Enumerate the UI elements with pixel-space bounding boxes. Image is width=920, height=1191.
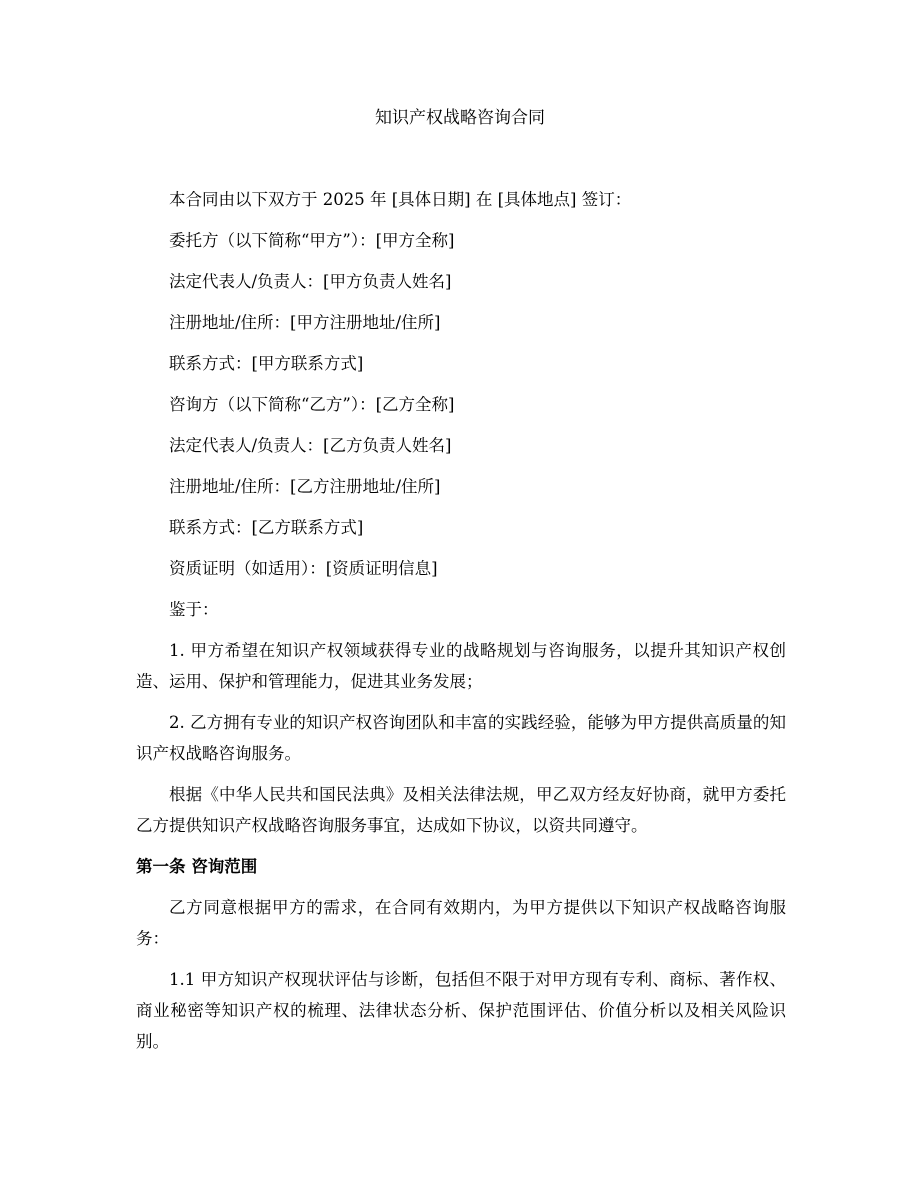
- party-b-address: 注册地址/住所：[乙方注册地址/住所]: [169, 477, 441, 496]
- party-a-address: 注册地址/住所：[甲方注册地址/住所]: [169, 313, 441, 332]
- intro-paragraph: 本合同由以下双方于 2025 年 [具体日期] 在 [具体地点] 签订：: [169, 190, 632, 209]
- article-1-item-1-1: 1.1 甲方知识产权现状评估与诊断，包括但不限于对甲方现有专利、商标、著作权、商业秘密等知识产权的梳理、法律状态分析、保护范围评估、价值分析以及相关风险识别。: [136, 970, 786, 1051]
- whereas-label: 鉴于：: [169, 600, 219, 619]
- whereas-item-1: 1. 甲方希望在知识产权领域获得专业的战略规划与咨询服务，以提升其知识产权创造、运用、保护和管理能力，促进其业务发展；: [136, 641, 786, 691]
- party-a-representative: 法定代表人/负责人：[甲方负责人姓名]: [169, 272, 452, 291]
- article-1-intro: 乙方同意根据甲方的需求，在合同有效期内，为甲方提供以下知识产权战略咨询服务：: [136, 898, 786, 948]
- document-body: [136, 184, 786, 1067]
- party-b-name: 咨询方（以下简称“乙方”）：[乙方全称]: [169, 395, 455, 414]
- party-a-contact: 联系方式：[甲方联系方式]: [169, 354, 364, 373]
- party-b-contact: 联系方式：[乙方联系方式]: [169, 518, 364, 537]
- whereas-item-2: 2. 乙方拥有专业的知识产权咨询团队和丰富的实践经验，能够为甲方提供高质量的知识产权战略咨询服务。: [136, 713, 786, 763]
- party-a-name: 委托方（以下简称“甲方”）：[甲方全称]: [169, 231, 455, 250]
- article-1-heading: 第一条 咨询范围: [136, 857, 258, 876]
- basis-paragraph: 根据《中华人民共和国民法典》及相关法律法规，甲乙双方经友好协商，就甲方委托乙方提供知识产权战略咨询服务事宜，达成如下协议，以资共同遵守。: [136, 785, 786, 835]
- party-b-representative: 法定代表人/负责人：[乙方负责人姓名]: [169, 436, 452, 455]
- party-b-qualification: 资质证明（如适用）：[资质证明信息]: [169, 559, 438, 578]
- document-title: 知识产权战略咨询合同: [375, 108, 545, 128]
